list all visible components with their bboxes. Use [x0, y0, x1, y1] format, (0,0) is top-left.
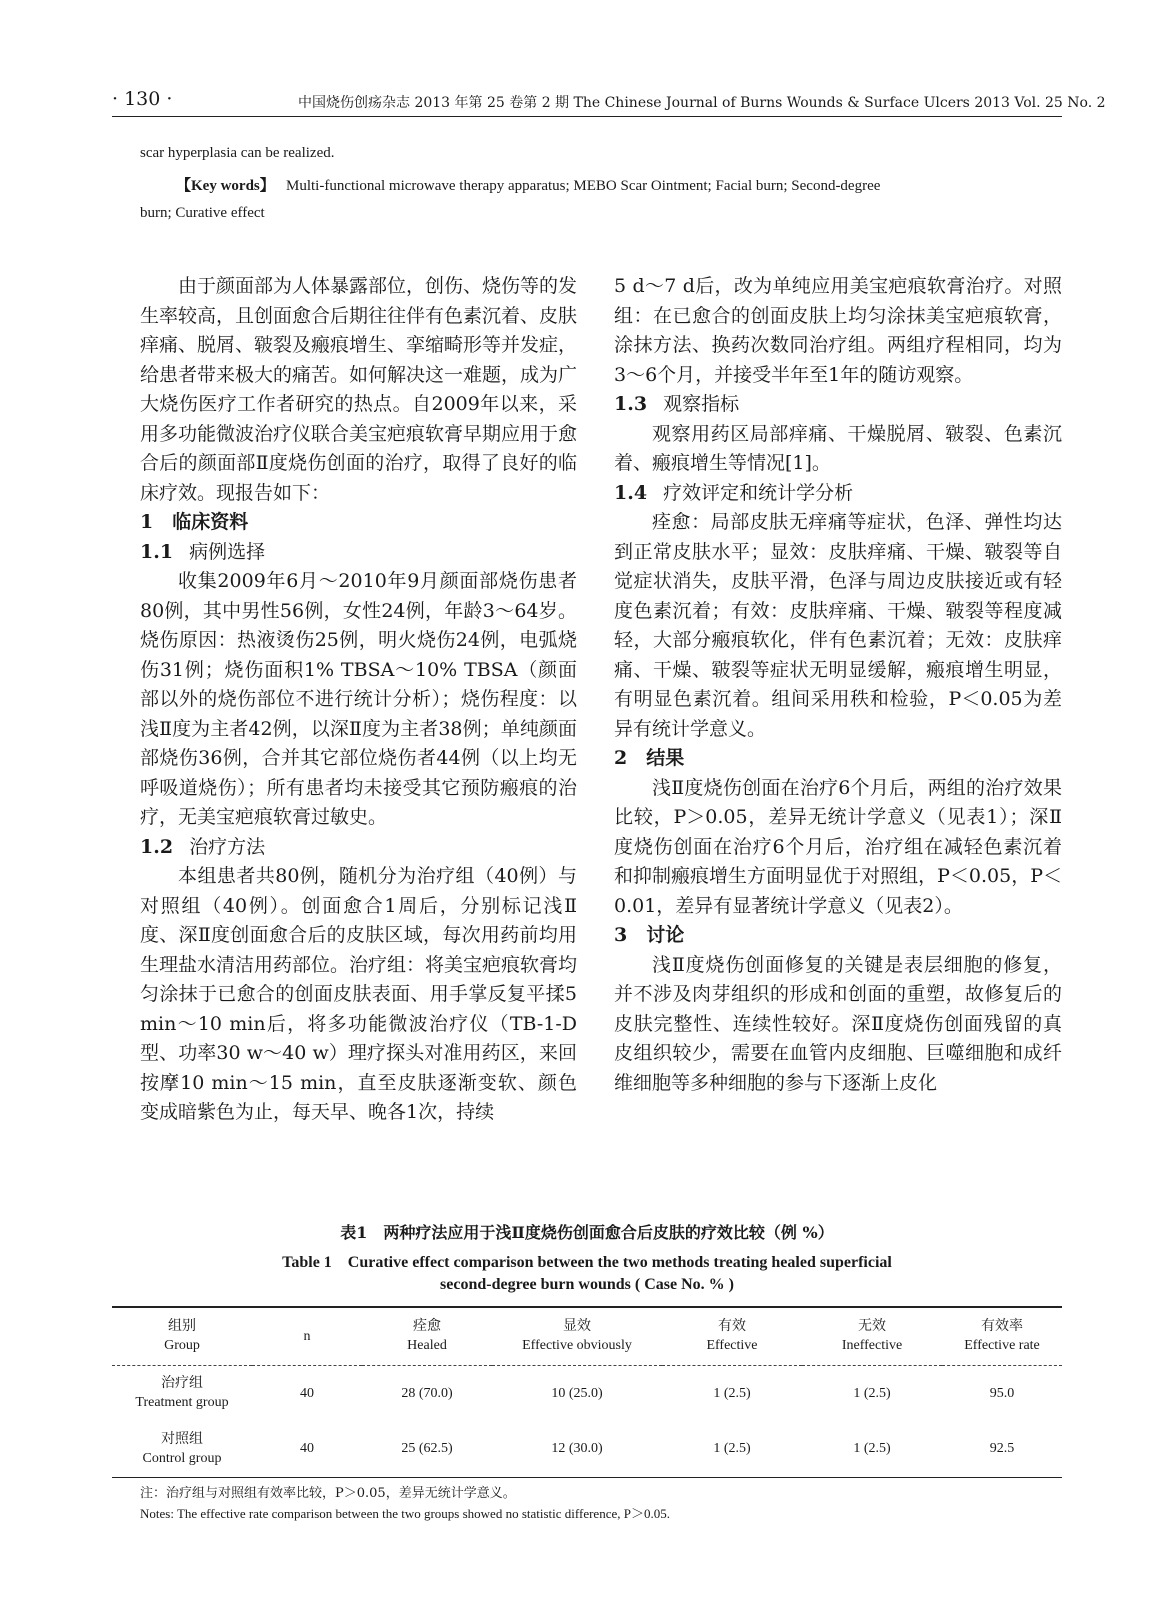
journal-header: 中国烧伤创疡杂志 2013 年第 25 卷第 2 期 The Chinese Journal of Burns Wounds & Surface Ulcers 2013 Vol. 25 No. 2 [298, 95, 1106, 111]
subsection-heading-1-4 [614, 479, 1062, 509]
subsection-number: 1.4 [614, 481, 648, 504]
results-table [112, 1306, 1062, 1478]
right-column [614, 272, 1062, 1098]
subsection-heading-1-2 [140, 833, 577, 863]
header-ineffective: 无效 Ineffective [841, 1319, 903, 1354]
table-caption-en: Table 1 Curative effect comparison between the two methods treating healed superficial [282, 1254, 892, 1271]
cell-ineffective: 1 (2.5) [853, 1385, 891, 1401]
subsection-number: 1.2 [140, 835, 174, 858]
subsection-title: 病例选择 [189, 540, 266, 563]
header-group: 组别 Group [164, 1319, 200, 1354]
page-number: · 130 · [112, 88, 173, 110]
section-heading-3: 3 讨论 [614, 924, 685, 946]
cell-effective-obviously: 10 (25.0) [551, 1385, 603, 1401]
evaluation-paragraph: 痊愈：局部皮肤无痒痛等症状，色泽、弹性均达到正常皮肤水平；显效：皮肤痒痛、干燥、皲裂等自觉症状消失，皮肤平滑，色泽与周边皮肤接近或有轻度色素沉着；有效：皮肤痒痛、干燥、皲裂等程度减轻，大部分瘢痕软化，伴有色素沉着；无效：皮肤痒痛、干燥、皲裂等症状无明显缓解，瘢痕增生明显，有明显色素沉着。组间采用秩和检验，P＜0.05为差异有统计学意义。 [614, 511, 1062, 740]
keywords-label: 【Key words】 [176, 178, 275, 194]
keywords-text: Multi-functional microwave therapy apparatus; MEBO Scar Ointment; Facial burn; Second-degree [286, 178, 881, 194]
cell-ineffective: 1 (2.5) [853, 1441, 891, 1457]
header-healed: 痊愈 Healed [407, 1319, 447, 1354]
subsection-title: 观察指标 [663, 393, 740, 415]
cell-n: 40 [300, 1441, 314, 1457]
table-note-zh: 注：治疗组与对照组有效率比较，P＞0.05，差异无统计学意义。 [140, 1486, 516, 1501]
results-paragraph: 浅Ⅱ度烧伤创面在治疗6个月后，两组的治疗效果比较，P＞0.05，差异无统计学意义（见表1）；深Ⅱ度烧伤创面在治疗6个月后，治疗组在减轻色素沉着和抑制瘢痕增生方面明显优于对照组，P＜0.05，P＜0.01，差异有显著统计学意义（见表2）。 [614, 776, 1062, 917]
section-heading-1: 1 临床资料 [140, 511, 249, 533]
cell-effective-rate: 92.5 [989, 1441, 1015, 1457]
table-note-en: Notes: The effective rate comparison between the two groups showed no statistic difference, P＞0.05. [140, 1506, 670, 1521]
cell-effective-rate: 95.0 [989, 1385, 1015, 1401]
cell-effective-obviously: 12 (30.0) [551, 1441, 603, 1457]
header-rule [112, 116, 1062, 117]
header-effective-rate: 有效率 Effective rate [964, 1319, 1040, 1354]
section-heading-2: 2 结果 [614, 747, 685, 769]
table-row [112, 1365, 1062, 1421]
subsection-title: 疗效评定和统计学分析 [663, 481, 854, 504]
cell-group: 治疗组 Treatment group [135, 1376, 229, 1411]
cell-effective: 1 (2.5) [713, 1385, 751, 1401]
cell-group: 对照组 Control group [142, 1431, 222, 1466]
case-selection-paragraph: 收集2009年6月～2010年9月颜面部烧伤患者80例，其中男性56例，女性24例，年龄3～64岁。烧伤原因：热液烫伤25例，明火烧伤24例，电弧烧伤31例；烧伤面积1% TBSA～10% TBSA（颜面部以外的烧伤部位不进行统计分析）；烧伤程度：以浅Ⅱ度为主者42例，以深Ⅱ度为主者38例；单纯颜面部烧伤36例，合并其它部位烧伤者44例（以上均无呼吸道烧伤）；所有患者均未接受其它预防瘢痕的治疗，无美宝疤痕软膏过敏史。 [140, 570, 577, 828]
header-n: n [303, 1328, 311, 1344]
subsection-title: 治疗方法 [189, 835, 266, 858]
header-effective-obviously: 显效 Effective obviously [522, 1319, 632, 1354]
header-effective: 有效 Effective [706, 1319, 758, 1354]
cell-healed: 25 (62.5) [401, 1441, 453, 1457]
observation-paragraph: 观察用药区局部痒痛、干燥脱屑、皲裂、色素沉着、瘢痕增生等情况[1]。 [614, 422, 1062, 474]
left-column [140, 272, 577, 1128]
discussion-paragraph: 浅Ⅱ度烧伤创面修复的关键是表层细胞的修复，并不涉及肉芽组织的形成和创面的重塑，故修复后的皮肤完整性、连续性较好。深Ⅱ度烧伤创面残留的真皮组织较少，需要在血管内皮细胞、巨噬细胞和成纤维细胞等多种细胞的参与下逐渐上皮化 [614, 953, 1062, 1094]
treatment-paragraph: 本组患者共80例，随机分为治疗组（40例）与对照组（40例）。创面愈合1周后，分别标记浅Ⅱ度、深Ⅱ度创面愈合后的皮肤区域，每次用药前均用生理盐水清洁用药部位。治疗组：将美宝疤痕软膏均匀涂抹于已愈合的创面皮肤表面、用手掌反复平揉5 min～10 min后，将多功能微波治疗仪（TB-1-D型、功率30 w～40 w）理疗探头对准用药区，来回按摩10 min～15 min，直至皮肤逐渐变软、颜色变成暗紫色为止，每天早、晚各1次，持续 [140, 865, 578, 1123]
subsection-number: 1.3 [614, 393, 648, 415]
table-row [112, 1421, 1062, 1477]
treatment-paragraph-cont: 5 d～7 d后，改为单纯应用美宝疤痕软膏治疗。对照组：在已愈合的创面皮肤上均匀涂抹美宝疤痕软膏，涂抹方法、换药次数同治疗组。两组疗程相同，均为3～6个月，并接受半年至1年的随访观察。 [614, 275, 1062, 386]
subsection-heading-1-3 [614, 390, 1062, 420]
cell-n: 40 [300, 1385, 314, 1401]
keywords-cont: burn; Curative effect [140, 205, 265, 221]
cell-healed: 28 (70.0) [401, 1385, 453, 1401]
table-header-row [112, 1307, 1062, 1365]
keywords-line [176, 174, 880, 195]
abstract-tail: scar hyperplasia can be realized. [140, 145, 335, 161]
subsection-number: 1.1 [140, 540, 174, 563]
cell-effective: 1 (2.5) [713, 1441, 751, 1457]
table-caption-en-cont: second-degree burn wounds ( Case No. % ) [440, 1276, 734, 1293]
intro-paragraph: 由于颜面部为人体暴露部位，创伤、烧伤等的发生率较高，且创面愈合后期往往伴有色素沉着、皮肤痒痛、脱屑、皲裂及瘢痕增生、挛缩畸形等并发症，给患者带来极大的痛苦。如何解决这一难题，成为广大烧伤医疗工作者研究的热点。自2009年以来，采用多功能微波治疗仪联合美宝疤痕软膏早期应用于愈合后的颜面部Ⅱ度烧伤创面的治疗，取得了良好的临床疗效。现报告如下： [140, 275, 578, 504]
table-caption-zh: 表1 两种疗法应用于浅Ⅱ度烧伤创面愈合后皮肤的疗效比较（例 %） [340, 1223, 834, 1242]
subsection-heading-1-1 [140, 538, 577, 568]
